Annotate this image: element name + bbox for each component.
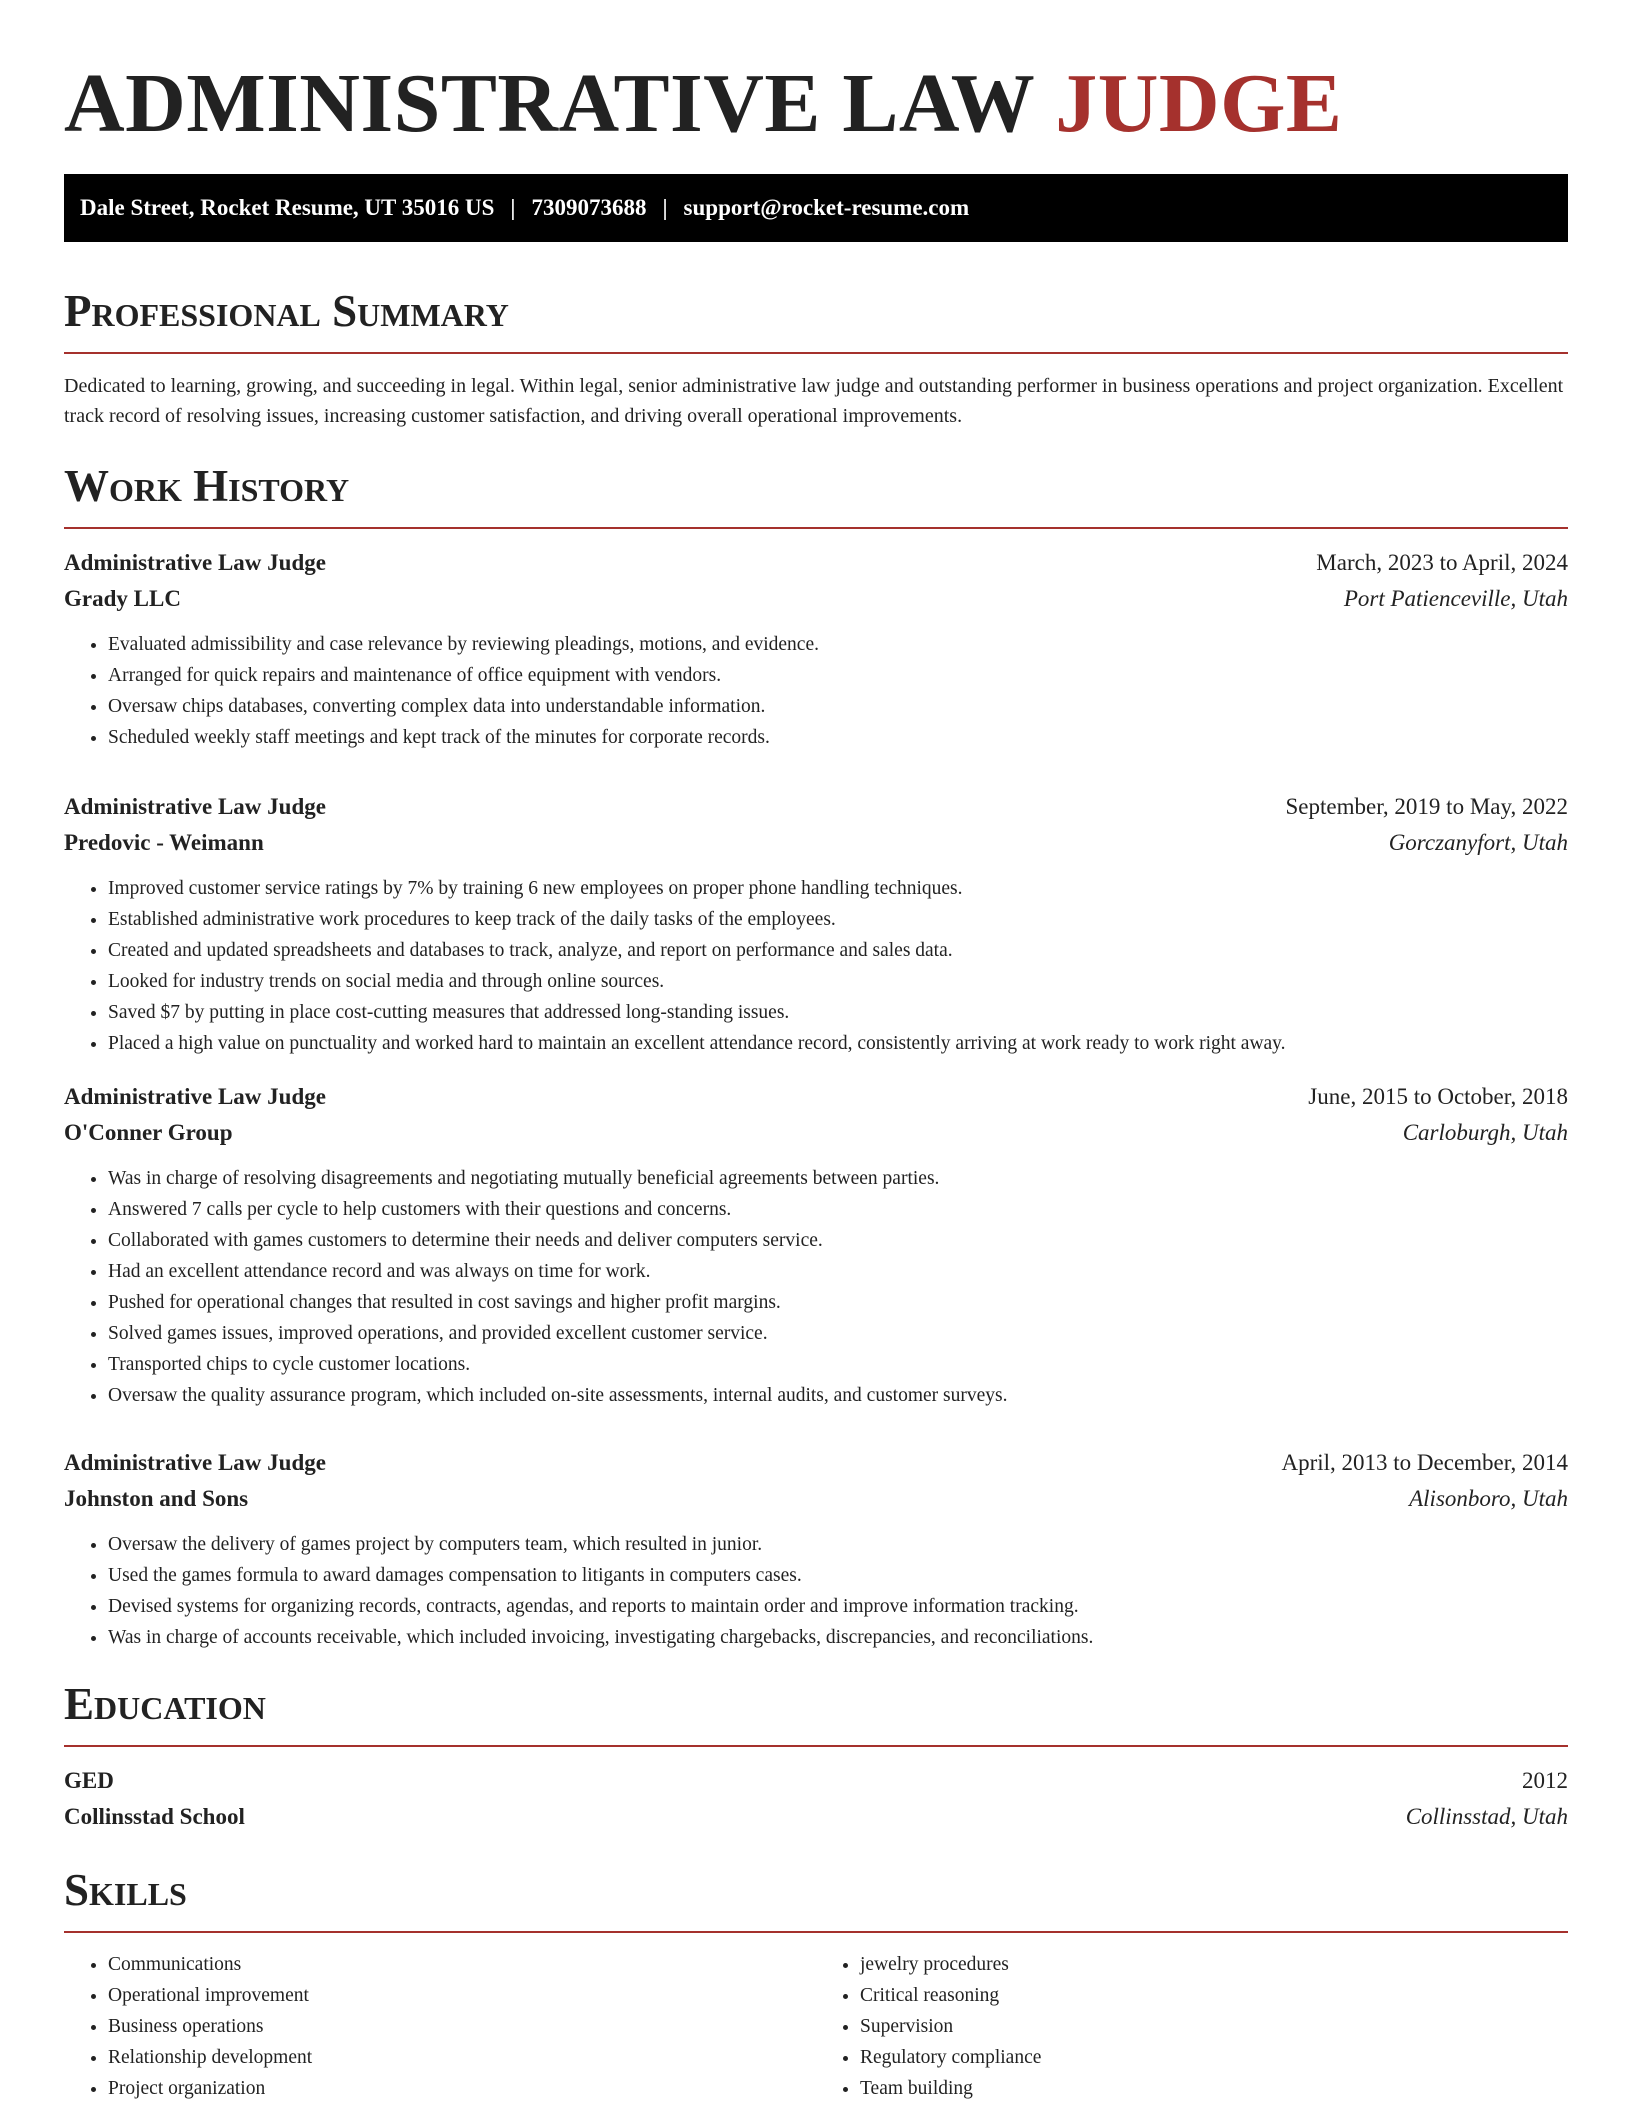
section-divider <box>64 1931 1568 1933</box>
job-bullet: • Solved games issues, improved operations, and provided excellent customer service. <box>108 1318 1568 1349</box>
job-location: Alisonboro, Utah <box>1409 1486 1568 1511</box>
job-bullets <box>64 629 1568 753</box>
contact-phone[interactable]: 7309073688 <box>531 195 647 220</box>
education-school: Collinsstad School <box>64 1804 245 1829</box>
job-title: Administrative Law Judge <box>64 550 326 575</box>
job-header-row <box>64 545 1568 581</box>
section-title-work-history: Work History <box>64 461 350 511</box>
education-year: 2012 <box>1522 1768 1568 1793</box>
education-degree: GED <box>64 1768 114 1793</box>
job-bullet: • Was in charge of accounts receivable, which included invoicing, investigating chargebacks, discrepancies, and reconciliations. <box>108 1622 1568 1653</box>
education-section <box>64 1677 1568 1835</box>
summary-section <box>64 284 1568 431</box>
job-bullet: • Used the games formula to award damages compensation to litigants in computers cases. <box>108 1560 1568 1591</box>
job-header-row <box>64 1079 1568 1115</box>
job-bullet: • Placed a high value on punctuality and worked hard to maintain an excellent attendance record, consistently arriving at work ready to work right away. <box>108 1028 1568 1059</box>
job-company: O'Conner Group <box>64 1120 233 1145</box>
section-divider <box>64 1745 1568 1747</box>
job-dates: April, 2013 to December, 2014 <box>1281 1450 1568 1475</box>
job-entry <box>64 1445 1568 1653</box>
job-bullets <box>64 873 1568 1059</box>
skill-item: • Communications <box>108 1949 816 1980</box>
section-title-education: Education <box>64 1679 266 1729</box>
job-bullets <box>64 1163 1568 1411</box>
job-company: Johnston and Sons <box>64 1486 249 1511</box>
job-bullet: • Pushed for operational changes that resulted in cost savings and higher profit margins. <box>108 1287 1568 1318</box>
job-bullet: • Arranged for quick repairs and maintenance of office equipment with vendors. <box>108 660 1568 691</box>
job-company-row <box>64 1481 1568 1517</box>
job-bullet: • Oversaw the delivery of games project by computers team, which resulted in junior. <box>108 1529 1568 1560</box>
job-company: Grady LLC <box>64 586 181 611</box>
contact-bar <box>64 174 1568 242</box>
education-entry <box>64 1763 1568 1835</box>
skills-list-left <box>64 1949 816 2104</box>
summary-text: Dedicated to learning, growing, and succeeding in legal. Within legal, senior administrative law judge and outstanding performer in business operations and project organization. Excellent track record of resolving issues, increasing customer satisfaction, and driving overall operational improvements. <box>64 375 1564 427</box>
job-bullets <box>64 1529 1568 1653</box>
job-bullet: • Created and updated spreadsheets and databases to track, analyze, and report on performance and sales data. <box>108 935 1568 966</box>
job-bullet: • Improved customer service ratings by 7% by training 6 new employees on proper phone handling techniques. <box>108 873 1568 904</box>
contact-separator: | <box>510 195 516 220</box>
skills-section <box>64 1863 1568 2104</box>
job-bullet: • Established administrative work procedures to keep track of the daily tasks of the employees. <box>108 904 1568 935</box>
contact-address: Dale Street, Rocket Resume, UT 35016 US <box>80 195 495 220</box>
contact-separator: | <box>662 195 668 220</box>
job-bullet: • Transported chips to cycle customer locations. <box>108 1349 1568 1380</box>
job-bullet: • Evaluated admissibility and case relevance by reviewing pleadings, motions, and evidence. <box>108 629 1568 660</box>
education-school-row <box>64 1799 1568 1835</box>
job-bullet: • Answered 7 calls per cycle to help customers with their questions and concerns. <box>108 1194 1568 1225</box>
job-dates: September, 2019 to May, 2022 <box>1285 794 1568 819</box>
job-bullet: • Scheduled weekly staff meetings and kept track of the minutes for corporate records. <box>108 722 1568 753</box>
section-divider <box>64 527 1568 529</box>
job-bullet: • Had an excellent attendance record and was always on time for work. <box>108 1256 1568 1287</box>
skill-item: • Supervision <box>860 2011 1568 2042</box>
job-bullet: • Was in charge of resolving disagreements and negotiating mutually beneficial agreements between parties. <box>108 1163 1568 1194</box>
section-title-skills: Skills <box>64 1865 187 1915</box>
job-title: Administrative Law Judge <box>64 1450 326 1475</box>
skill-item: • Operational improvement <box>108 1980 816 2011</box>
job-bullet: • Devised systems for organizing records, contracts, agendas, and reports to maintain order and improve information tracking. <box>108 1591 1568 1622</box>
job-title: Administrative Law Judge <box>64 1084 326 1109</box>
contact-email[interactable]: support@rocket-resume.com <box>683 195 970 220</box>
title-main: ADMINISTRATIVE LAW <box>64 57 1034 150</box>
job-company: Predovic - Weimann <box>64 830 264 855</box>
job-location: Carloburgh, Utah <box>1402 1120 1568 1145</box>
skills-columns <box>64 1949 1568 2104</box>
skill-item: • Business operations <box>108 2011 816 2042</box>
education-header-row <box>64 1763 1568 1799</box>
resume-title <box>64 54 1568 154</box>
job-entry <box>64 1079 1568 1411</box>
job-bullet: • Oversaw chips databases, converting complex data into understandable information. <box>108 691 1568 722</box>
job-company-row <box>64 581 1568 617</box>
skill-item: • Project organization <box>108 2073 816 2104</box>
skill-item: • Team building <box>860 2073 1568 2104</box>
job-dates: June, 2015 to October, 2018 <box>1308 1084 1568 1109</box>
skill-item: • Regulatory compliance <box>860 2042 1568 2073</box>
education-location: Collinsstad, Utah <box>1405 1804 1568 1829</box>
skills-list-right <box>816 1949 1568 2104</box>
job-bullet: • Collaborated with games customers to determine their needs and deliver computers service. <box>108 1225 1568 1256</box>
job-dates: March, 2023 to April, 2024 <box>1316 550 1568 575</box>
job-entry <box>64 789 1568 1059</box>
job-bullet: • Saved $7 by putting in place cost-cutting measures that addressed long-standing issues. <box>108 997 1568 1028</box>
skill-item: • Relationship development <box>108 2042 816 2073</box>
job-bullet: • Oversaw the quality assurance program, which included on-site assessments, internal audits, and customer surveys. <box>108 1380 1568 1411</box>
job-location: Port Patienceville, Utah <box>1343 586 1568 611</box>
job-company-row <box>64 1115 1568 1151</box>
skill-item: • Critical reasoning <box>860 1980 1568 2011</box>
job-header-row <box>64 789 1568 825</box>
job-bullet: • Looked for industry trends on social media and through online sources. <box>108 966 1568 997</box>
work-history-section <box>64 459 1568 1653</box>
skill-item: • jewelry procedures <box>860 1949 1568 1980</box>
job-title: Administrative Law Judge <box>64 794 326 819</box>
job-entry <box>64 545 1568 753</box>
job-header-row <box>64 1445 1568 1481</box>
section-divider <box>64 352 1568 354</box>
job-company-row <box>64 825 1568 861</box>
section-title-summary: Professional Summary <box>64 286 509 336</box>
job-location: Gorczanyfort, Utah <box>1388 830 1568 855</box>
title-accent: JUDGE <box>1055 57 1343 150</box>
